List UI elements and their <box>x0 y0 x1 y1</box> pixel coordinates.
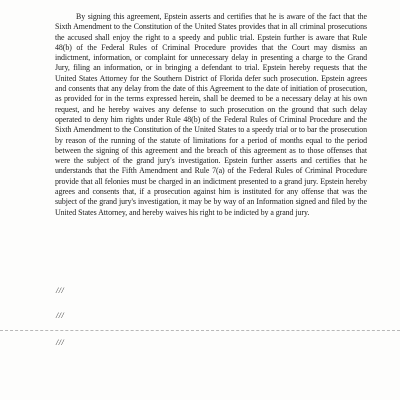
separator-slashes-3: /// <box>56 338 65 347</box>
separator-slashes-1: /// <box>56 286 65 295</box>
separator-slashes-2: /// <box>56 311 65 320</box>
agreement-paragraph: By signing this agreement, Epstein asserts and certifies that he is aware of the fact that the Sixth Amendment to the Constitution of the United States provides that in all criminal prosecutions the accused shall enjoy the right to a speedy and public trial. Epstein further is aware that Rule 48(b) of the Federal Rules of Criminal Procedure provides that the Court may dismiss an indictment, information, or complaint for unnecessary delay in presenting a charge to the Grand Jury, filing an information, or in bringing a defendant to trial. Epstein hereby requests that the United States Attorney for the Southern District of Florida defer such prosecution. Epstein agrees and consents that any delay from the date of this Agreement to the date of initiation of prosecution, as provided for in the terms expressed herein, shall be deemed to be a necessary delay at his own request, and he hereby waives any defense to such prosecution on the ground that such delay operated to deny him rights under Rule 48(b) of the Federal Rules of Criminal Procedure and the Sixth Amendment to the Constitution of the United States to a speedy trial or to bar the prosecution by reason of the running of the statute of limitations for a period of months equal to the period between the signing of this agreement and the breach of this agreement as to those offenses that were the subject of the grand jury's investigation. Epstein further asserts and certifies that he understands that the Fifth Amendment and Rule 7(a) of the Federal Rules of Criminal Procedure provide that all felonies must be charged in an indictment presented to a grand jury. Epstein hereby agrees and consents that, if a prosecution against him is instituted for any offense that was the subject of the grand jury's investigation, it may be by way of an Information signed and filed by the United States Attorney, and hereby waives his right to be indicted by a grand jury. <box>55 12 367 217</box>
page-fold-line <box>0 330 400 331</box>
